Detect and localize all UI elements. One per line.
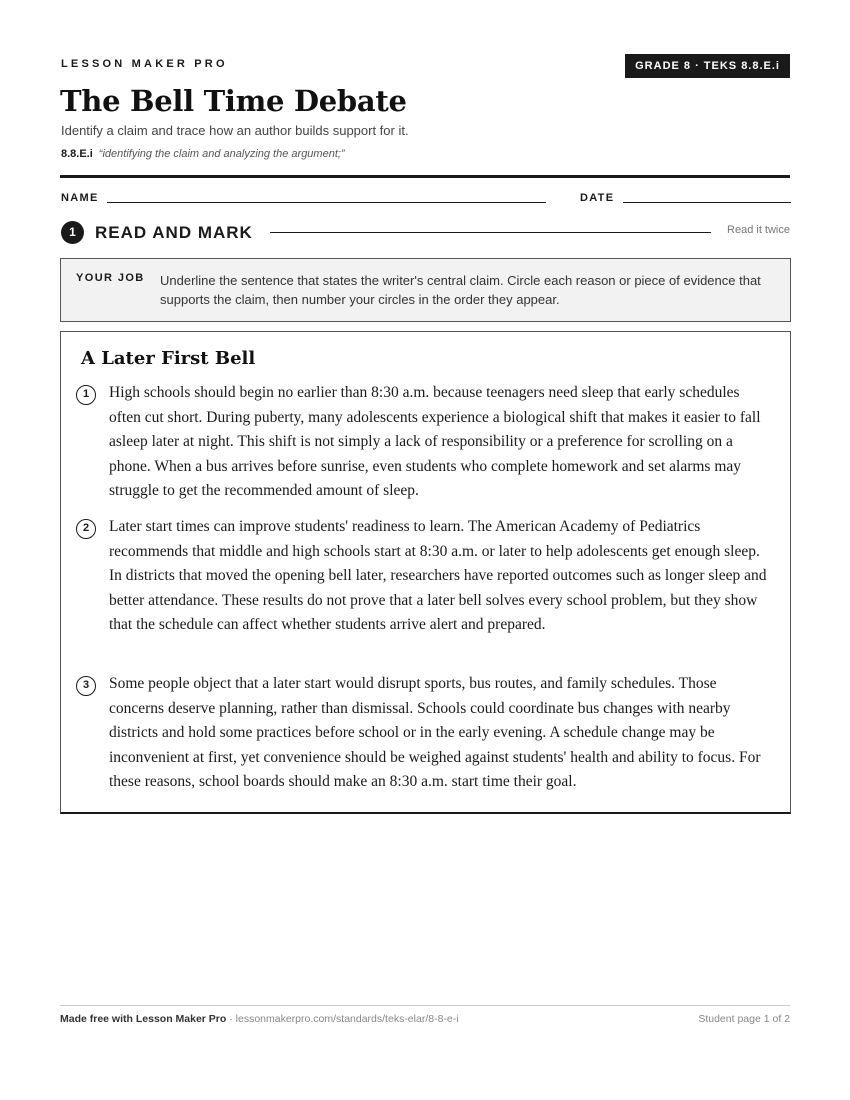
footer-separator: · [226,1013,236,1025]
standard-text: “identifying the claim and analyzing the argument;” [98,148,345,160]
standard-code: 8.8.E.i [61,148,93,160]
section-note: Read it twice [727,224,790,236]
instructions-box [60,258,791,322]
name-label: NAME [61,192,99,204]
instructions-label: YOUR JOB [76,272,145,284]
worksheet-subtitle: Identify a claim and trace how an author builds support for it. [61,123,409,138]
section-divider [270,232,711,233]
instructions-text: Underline the sentence that states the writer's central claim. Circle each reason or piece of evidence that supports the claim, then number your circles in the order they appear. [160,273,761,307]
footer-credit [60,1013,459,1025]
paragraph-number-2: 2 [76,519,96,539]
paragraph-2: Later start times can improve students' readiness to learn. The American Academy of Pediatrics recommends that middle and high schools start at 8:30 a.m. or later to help adolescents get enough sleep. In districts that moved the opening bell later, researchers have reported outcomes such as longer sleep and better attendance. These results do not prove that a later bell solves every school problem, but they show that the schedule can affect whether students arrive alert and prepared. [109,518,767,634]
section-title: READ AND MARK [95,223,253,242]
paragraph-number-1: 1 [76,385,96,405]
reading-passage [60,331,791,814]
worksheet-title: The Bell Time Debate [60,84,407,118]
paragraph-1: High schools should begin no earlier than 8:30 a.m. because teenagers need sleep that early schedules often cut short. During puberty, many adolescents experience a biological shift that makes it easier to fall asleep later at night. This shift is not simply a lack of responsibility or a preference for scrolling on a phone. When a bus arrives before sunrise, even students who complete homework and set alarms may struggle to get the recommended amount of sleep. [109,384,761,500]
passage-title: A Later First Bell [81,348,256,369]
footer-url[interactable]: lessonmakerpro.com/standards/teks-elar/8-8-e-i [235,1013,459,1025]
footer-made-with: Made free with Lesson Maker Pro [60,1013,227,1025]
paragraph-number-3: 3 [76,676,96,696]
grade-badge: GRADE 8 · TEKS 8.8.E.i [625,54,790,78]
header-divider [60,175,790,178]
paragraph-3: Some people object that a later start would disrupt sports, bus routes, and family schedules. Those concerns deserve planning, rather than dismissal. Schools could coordinate bus changes with nearby districts and hold some practices before school or in the early evening. A schedule change may be inconvenient at first, yet convenience should be weighed against students' health and ability to focus. For these reasons, school boards should make an 8:30 a.m. start time their goal. [109,675,761,791]
standard-line [61,148,345,160]
section-number-badge: 1 [61,221,84,244]
date-field[interactable] [623,202,791,203]
footer-divider [60,1005,790,1006]
name-field[interactable] [107,202,546,203]
date-label: DATE [580,192,615,204]
footer-page-number: Student page 1 of 2 [698,1013,790,1025]
brand-name: LESSON MAKER PRO [61,58,228,70]
